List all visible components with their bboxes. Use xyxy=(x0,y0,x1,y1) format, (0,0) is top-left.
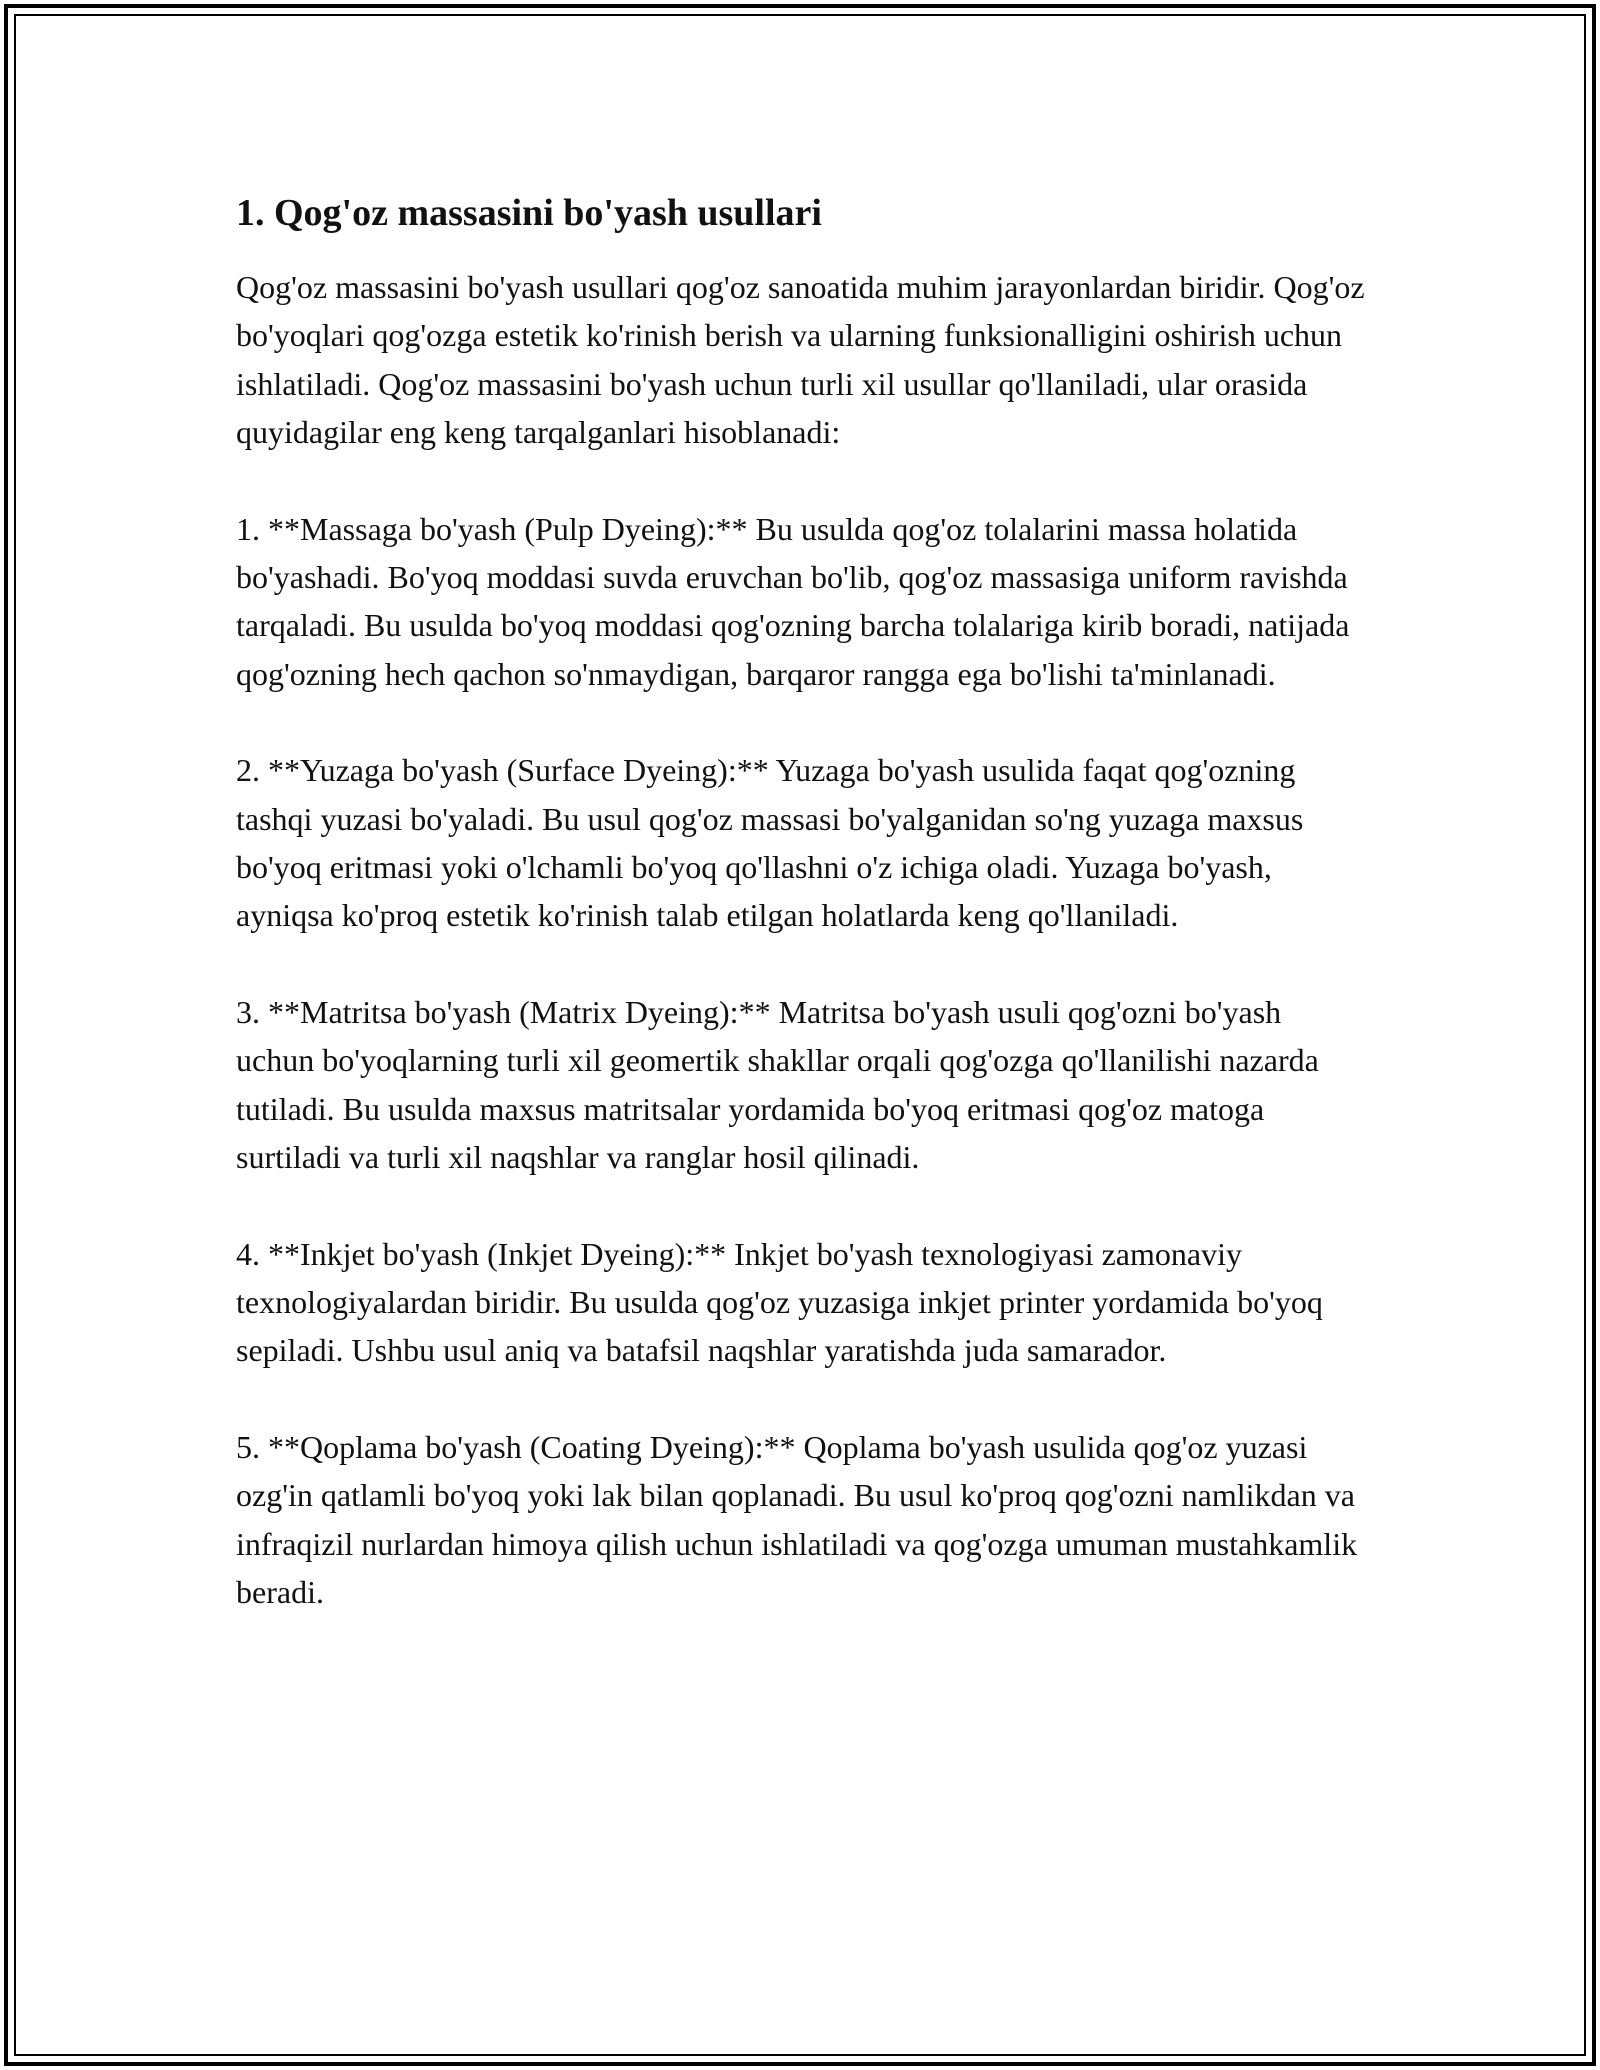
list-item-coating-dyeing: 5. **Qoplama bo'yash (Coating Dyeing):** Qoplama bo'yash usulida qog'oz yuzasi ozg'in qatlamli bo'yoq yoki lak bilan qoplanadi. Bu usul ko'proq qog'ozni namlikdan va infraqizil nurlardan himoya qilish uchun ishlatiladi va qog'ozga umuman mustahkamlik beradi. xyxy=(236,1428,1358,1610)
list-item-matrix-dyeing: 3. **Matritsa bo'yash (Matrix Dyeing):** Matritsa bo'yash usuli qog'ozni bo'yash uchun bo'yoqlarning turli xil geomertik shakllar orqali qog'ozga qo'llanilishi nazarda tutiladi. Bu usulda maxsus matritsalar yordamida bo'yoq eritmasi qog'oz matoga surtiladi va turli xil naqshlar va ranglar hosil qilinadi. xyxy=(236,993,1319,1176)
list-item-surface-dyeing: 2. **Yuzaga bo'yash (Surface Dyeing):** Yuzaga bo'yash usulida faqat qog'ozning tashqi yuzasi bo'yaladi. Bu usul qog'oz massasi bo'yalganidan so'ng yuzaga maxsus bo'yoq eritmasi yoki o'lchamli bo'yoq qo'llashni o'z ichiga oladi. Yuzaga bo'yash, ayniqsa ko'proq estetik ko'rinish talab etilgan holatlarda keng qo'llaniladi. xyxy=(236,752,1304,934)
section-heading: 1. Qog'oz massasini bo'yash usullari xyxy=(236,192,822,234)
document-body xyxy=(236,185,1366,1664)
list-item-pulp-dyeing: 1. **Massaga bo'yash (Pulp Dyeing):** Bu usulda qog'oz tolalarini massa holatida bo'yashadi. Bo'yoq moddasi suvda eruvchan bo'lib, qog'oz massasiga uniform ravishda tarqaladi. Bu usulda bo'yoq moddasi qog'ozning barcha tolalariga kirib boradi, natijada qog'ozning hech qachon so'nmaydigan, barqaror rangga ega bo'lishi ta'minlanadi. xyxy=(236,510,1350,692)
intro-paragraph: Qog'oz massasini bo'yash usullari qog'oz sanoatida muhim jarayonlardan biridir. Qog'oz bo'yoqlari qog'ozga estetik ko'rinish berish va ularning funksionalligini oshirish uchun ishlatiladi. Qog'oz massasini bo'yash uchun turli xil usullar qo'llaniladi, ular orasida quyidagilar eng keng tarqalganlari hisoblanadi: xyxy=(236,269,1365,451)
list-item-inkjet-dyeing: 4. **Inkjet bo'yash (Inkjet Dyeing):** Inkjet bo'yash texnologiyasi zamonaviy texnologiyalardan biridir. Bu usulda qog'oz yuzasiga inkjet printer yordamida bo'yoq sepiladi. Ushbu usul aniq va batafsil naqshlar yaratishda juda samarador. xyxy=(236,1235,1323,1369)
